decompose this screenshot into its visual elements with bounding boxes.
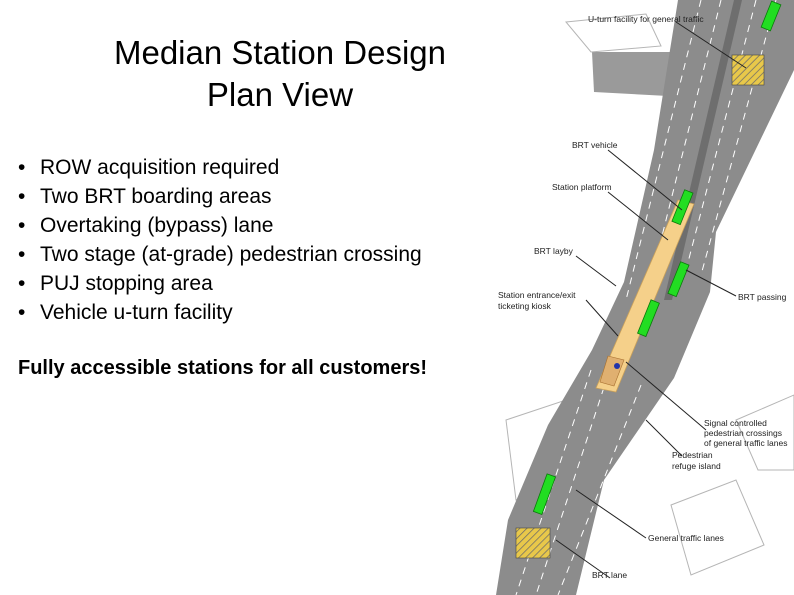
pedestrian-marker: [614, 363, 620, 369]
bullet-marker: •: [18, 214, 26, 237]
bullet-marker: •: [18, 301, 26, 324]
label-brt-layby: BRT layby: [534, 246, 573, 256]
station-plan-drawing: [496, 0, 794, 595]
feature-item: [18, 211, 422, 240]
label-refuge-2: refuge island: [672, 461, 721, 471]
side-street: [592, 52, 674, 96]
label-refuge-1: Pedestrian: [672, 450, 713, 460]
label-station-platform: Station platform: [552, 182, 612, 192]
bullet-marker: •: [18, 185, 26, 208]
feature-text: Two stage (at-grade) pedestrian crossing: [40, 243, 422, 266]
label-brt-passing: BRT passing: [738, 292, 787, 302]
feature-list: [18, 153, 422, 327]
label-brt-lane: BRT lane: [592, 570, 628, 580]
feature-item: [18, 182, 422, 211]
feature-text: PUJ stopping area: [40, 272, 213, 295]
feature-item: [18, 269, 422, 298]
crossing-hatch: [516, 528, 550, 558]
tagline: Fully accessible stations for all customers!: [18, 357, 428, 379]
feature-text: Vehicle u-turn facility: [40, 301, 233, 324]
label-general-lanes: General traffic lanes: [648, 533, 724, 543]
label-entrance-2: ticketing kiosk: [498, 301, 551, 311]
feature-text: ROW acquisition required: [40, 156, 280, 179]
label-signal-1: Signal controlled: [704, 418, 767, 428]
feature-text: Overtaking (bypass) lane: [40, 214, 274, 237]
feature-item: [18, 153, 422, 182]
uturn-hatch: [732, 55, 764, 85]
label-signal-2: pedestrian crossings: [704, 428, 782, 438]
bullet-marker: •: [18, 272, 26, 295]
feature-text: Two BRT boarding areas: [40, 185, 272, 208]
label-signal-3: of general traffic lanes: [704, 438, 788, 448]
title-line-1: Median Station Design: [113, 34, 447, 71]
title-line-2: Plan View: [206, 76, 354, 113]
label-uturn: U-turn facility for general traffic: [588, 14, 704, 24]
feature-item: [18, 240, 422, 269]
slide-title: [20, 32, 540, 116]
label-entrance-1: Station entrance/exit: [498, 290, 576, 300]
label-brt-vehicle: BRT vehicle: [572, 140, 618, 150]
bullet-marker: •: [18, 243, 26, 266]
bullet-marker: •: [18, 156, 26, 179]
feature-item: [18, 298, 422, 327]
